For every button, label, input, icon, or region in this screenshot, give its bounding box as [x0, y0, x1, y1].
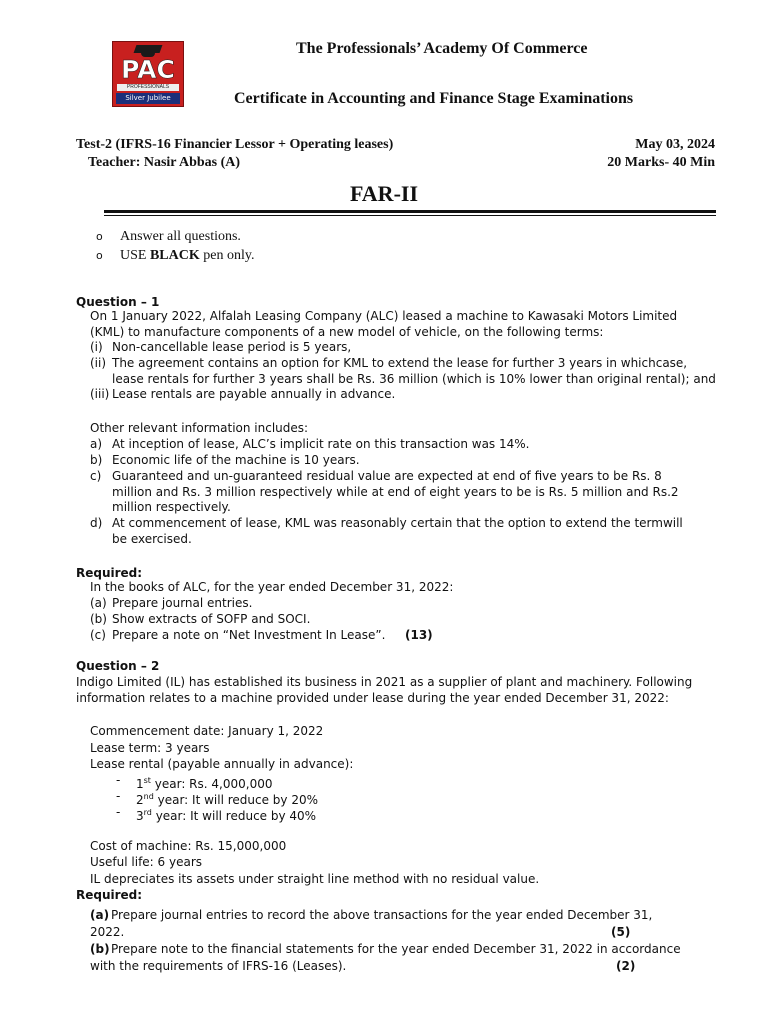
- required-item-cont: 2022.: [90, 925, 125, 939]
- required-label: (b): [90, 942, 110, 956]
- required-heading: Required:: [76, 566, 143, 580]
- info-label: b): [90, 453, 103, 467]
- useful-life: Useful life: 6 years: [90, 855, 203, 869]
- institute-name: The Professionals’ Academy Of Commerce: [296, 40, 588, 57]
- test-title: Test-2 (IFRS-16 Financier Lessor + Operating leases): [76, 137, 394, 152]
- machine-cost: Cost of machine: Rs. 15,000,000: [90, 839, 287, 853]
- rental-item: 1st year: Rs. 4,000,000: [136, 776, 273, 791]
- dash-icon: -: [116, 805, 121, 819]
- dash-icon: -: [116, 773, 121, 787]
- depreciation-policy: IL depreciates its assets under straight line method with no residual value.: [90, 872, 540, 886]
- rental-item: 2nd year: It will reduce by 20%: [136, 792, 318, 807]
- required-label: (c): [90, 628, 106, 642]
- marks-label: (5): [611, 925, 631, 939]
- question-2-intro: Indigo Limited (IL) has established its business in 2021 as a supplier of plant and machinery. Following information relates to a machine provided under lease during the year ended December 31, 2022:: [76, 675, 693, 705]
- required-item: Prepare journal entries.: [112, 596, 253, 610]
- subject-title: FAR-II: [349, 181, 419, 206]
- commencement-date: Commencement date: January 1, 2022: [90, 724, 324, 738]
- lease-term: Lease term: 3 years: [90, 741, 210, 755]
- exam-marks: 20 Marks- 40 Min: [607, 155, 715, 170]
- exam-title: Certificate in Accounting and Finance Stage Examinations: [234, 90, 634, 107]
- question-1-intro: On 1 January 2022, Alfalah Leasing Company (ALC) leased a machine to Kawasaki Motors Limited (KML) to manufacture components of a new model of vehicle, on the following terms:: [90, 309, 678, 339]
- teacher-name: Teacher: Nasir Abbas (A): [88, 155, 241, 170]
- info-item: At commencement of lease, KML was reasonably certain that the option to extend the termwill be exercised.: [112, 516, 683, 546]
- term-item: (iii): [90, 387, 110, 401]
- bullet-icon: o: [96, 249, 103, 262]
- info-item: At inception of lease, ALC’s implicit rate on this transaction was 14%.: [112, 437, 530, 451]
- required-item-cont: with the requirements of IFRS-16 (Leases).: [90, 959, 347, 973]
- exam-page: PAC PROFESSIONALS Silver Jubilee The Professionals’ Academy Of Commerce Certificate in Accounting and Finance Stage Examinations Test-2 (IFRS-16 Financier Lessor + Operating leases) Teacher: Nasir Abbas (A) May 03, 2024 20 Marks- 40 Min FAR-II o Answer all questions. o USE BLACK pen only. Question – 1 On 1 January 2022, Alfalah Leasing Company (ALC) leased a machine to Kawasaki Motors Limited (KML) to manufacture components of a new model of vehicle, on the following terms: (i) Non-cancellable lease period is 5 years, (ii) The agreement contains an option for KML to extend the lease for further 3 years in whichcase, lease rentals for further 3 years shall be Rs. 36 million (which is 10% lower than original rental); and (iii) Lease rentals are payable annually in advance. Other relevant information includes: a) At inception of lease, ALC’s implicit rate on this transaction was 14%. b) Economic life of the machine is 10 years. c) Guaranteed and un-guaranteed residual value are expected at end of five years to be Rs. 8 million and Rs. 3 million respectively while at end of eight years to be is Rs. 5 million and Rs.2 million respectively. d) At commencement of lease, KML was reasonably certain that the option to extend the termwill be exercised. Required: In the books of ALC, for the year ended December 31, 2022: (a) Prepare journal entries. (b) Show extracts of SOFP and SOCI. (c) Prepare a note on “Net Investment In Lease”. (13) Question – 2 Indigo Limited (IL) has established its business in 2021 as a supplier of plant and machinery. Following information relates to a machine provided under lease during the year ended December 31, 2022: Commencement date: January 1, 2022 Lease term: 3 years Lease rental (payable annually in advance): - 1st year: Rs. 4,000,000 - 2nd year: It will reduce by 20% - 3rd year: It will reduce by 40% Cost of machine: Rs. 15,000,000 Useful life: 6 years IL depreciates its assets under straight line method with no residual value. Required: (a) Prepare journal entries to record the above transactions for the year ended December 31, 2022. (5) (b) Prepare note to the financial statements for the year ended December 31, 2022 in accordance with the requirements of IFRS-16 (Leases). (2): [0, 0, 768, 1024]
- header-divider: [104, 210, 716, 213]
- marks-label: (2): [616, 959, 636, 973]
- question-1-heading: Question – 1: [76, 295, 160, 309]
- required-label: (b): [90, 612, 107, 626]
- logo-jubilee: Silver Jubilee: [116, 93, 180, 104]
- info-label: d): [90, 516, 103, 530]
- pac-logo: [112, 41, 184, 107]
- required-item: Prepare note to the financial statements for the year ended December 31, 2022 in accordance: [111, 942, 681, 956]
- info-label: c): [90, 469, 102, 483]
- term-item: (i): [90, 340, 103, 354]
- required-intro: In the books of ALC, for the year ended December 31, 2022:: [90, 580, 454, 594]
- info-item: Economic life of the machine is 10 years.: [112, 453, 360, 467]
- logo-letters: PAC: [121, 55, 175, 84]
- term-item: (ii): [90, 356, 107, 370]
- required-item: Prepare a note on “Net Investment In Lease”.: [112, 628, 386, 642]
- rental-heading: Lease rental (payable annually in advance):: [90, 757, 354, 771]
- exam-date: May 03, 2024: [635, 137, 715, 152]
- other-info-heading: Other relevant information includes:: [90, 421, 309, 435]
- required-item: Prepare journal entries to record the above transactions for the year ended December 31,: [111, 908, 653, 922]
- info-label: a): [90, 437, 103, 451]
- instruction-item: o Answer all questions.: [96, 229, 241, 244]
- required-heading: Required:: [76, 888, 143, 902]
- required-item: Show extracts of SOFP and SOCI.: [112, 612, 311, 626]
- bullet-icon: o: [96, 230, 103, 243]
- instruction-item: o USE BLACK pen only.: [96, 248, 255, 263]
- logo-tagline: PROFESSIONALS: [117, 84, 179, 91]
- rental-item: 3rd year: It will reduce by 40%: [136, 808, 317, 823]
- info-item: Guaranteed and un-guaranteed residual value are expected at end of five years to be Rs. 8 million and Rs. 3 million respectively while at end of eight years to be is Rs. 5 million and Rs.2 million respectively.: [112, 469, 679, 515]
- marks-label: (13): [405, 628, 433, 642]
- required-label: (a): [90, 908, 110, 922]
- header-divider-thin: [104, 215, 716, 216]
- question-2-heading: Question – 2: [76, 659, 160, 673]
- dash-icon: -: [116, 789, 121, 803]
- required-label: (a): [90, 596, 107, 610]
